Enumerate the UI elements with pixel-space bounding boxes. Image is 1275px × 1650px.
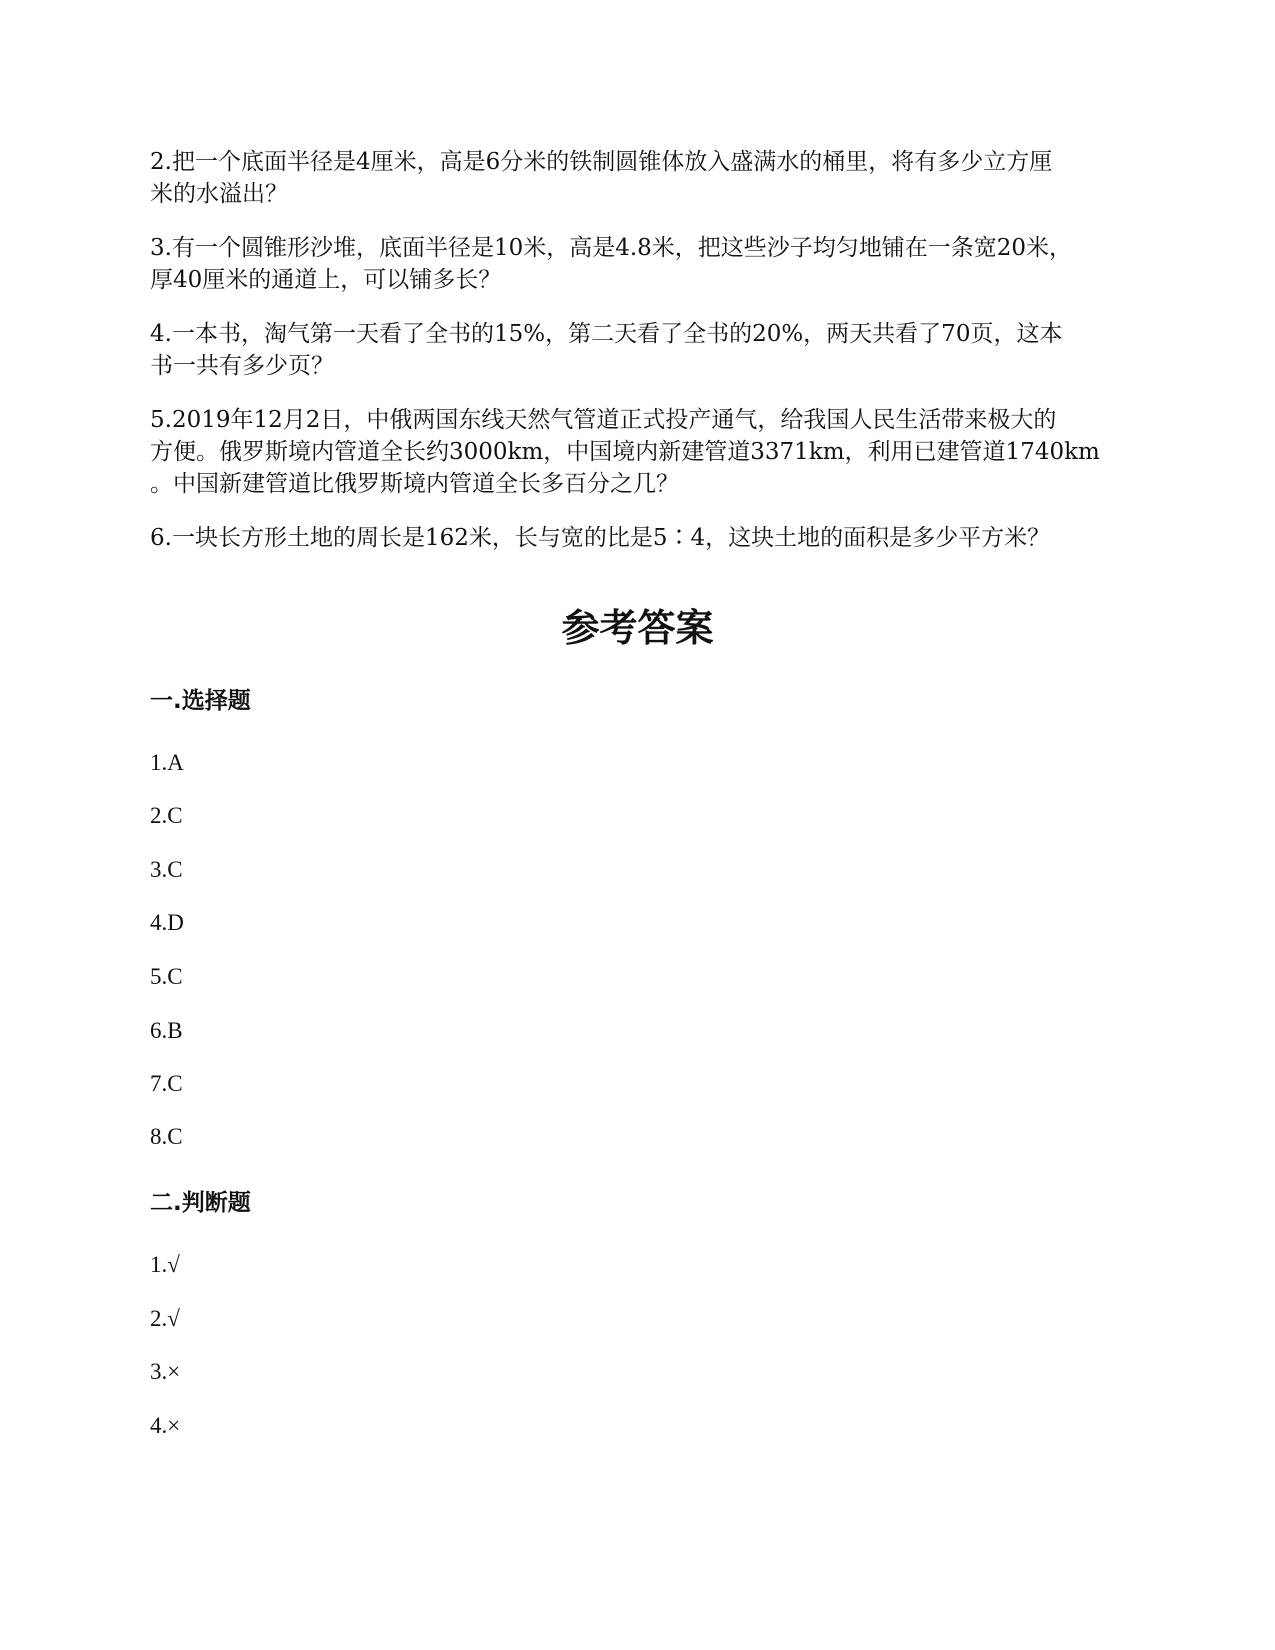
problem-line: 3.有一个圆锥形沙堆，底面半径是10米，高是4.8米，把这些沙子均匀地铺在一条宽20米，: [150, 235, 1073, 261]
problem-line: 4.一本书，淘气第一天看了全书的15%，第二天看了全书的20%，两天共看了70页，这本: [150, 321, 1063, 347]
problem-line: 米的水溢出？: [150, 181, 288, 207]
answer-item: 4.×: [150, 1413, 181, 1438]
section-heading-judgement: 二.判断题: [150, 1190, 251, 1216]
answer-item: 4.D: [150, 910, 184, 935]
problem-5: [150, 404, 1130, 500]
section-heading-choice: 一.选择题: [150, 688, 251, 714]
answer-item: 3.×: [150, 1359, 181, 1384]
answer-title: 参考答案: [561, 606, 714, 650]
answer-item: 2.C: [150, 803, 183, 828]
problem-4: [150, 318, 1130, 382]
answer-item: 3.C: [150, 857, 183, 882]
problem-line: 2.把一个底面半径是4厘米，高是6分米的铁制圆锥体放入盛满水的桶里，将有多少立方厘: [150, 149, 1053, 175]
problem-line: 5.2019年12月2日，中俄两国东线天然气管道正式投产通气，给我国人民生活带来极大的: [150, 407, 1057, 433]
answer-item: 1.√: [150, 1252, 180, 1277]
answer-item: 5.C: [150, 964, 183, 989]
answer-item: 1.A: [150, 750, 184, 775]
problem-line: 。中国新建管道比俄罗斯境内管道全长多百分之几？: [150, 471, 679, 497]
problem-6: [150, 522, 1130, 554]
answer-item: 6.B: [150, 1018, 183, 1043]
answer-item: 7.C: [150, 1071, 183, 1096]
problem-line: 厚40厘米的通道上，可以铺多长？: [150, 267, 502, 293]
answer-item: 8.C: [150, 1124, 183, 1149]
problem-3: [150, 232, 1130, 296]
answer-item: 2.√: [150, 1306, 180, 1331]
problem-line: 方便。俄罗斯境内管道全长约3000km，中国境内新建管道3371km，利用已建管道1740km: [150, 439, 1100, 465]
problem-2: [150, 146, 1130, 210]
problem-line: 书一共有多少页？: [150, 353, 334, 379]
problem-line: 6.一块长方形土地的周长是162米，长与宽的比是5∶4，这块土地的面积是多少平方米？: [150, 525, 1051, 551]
